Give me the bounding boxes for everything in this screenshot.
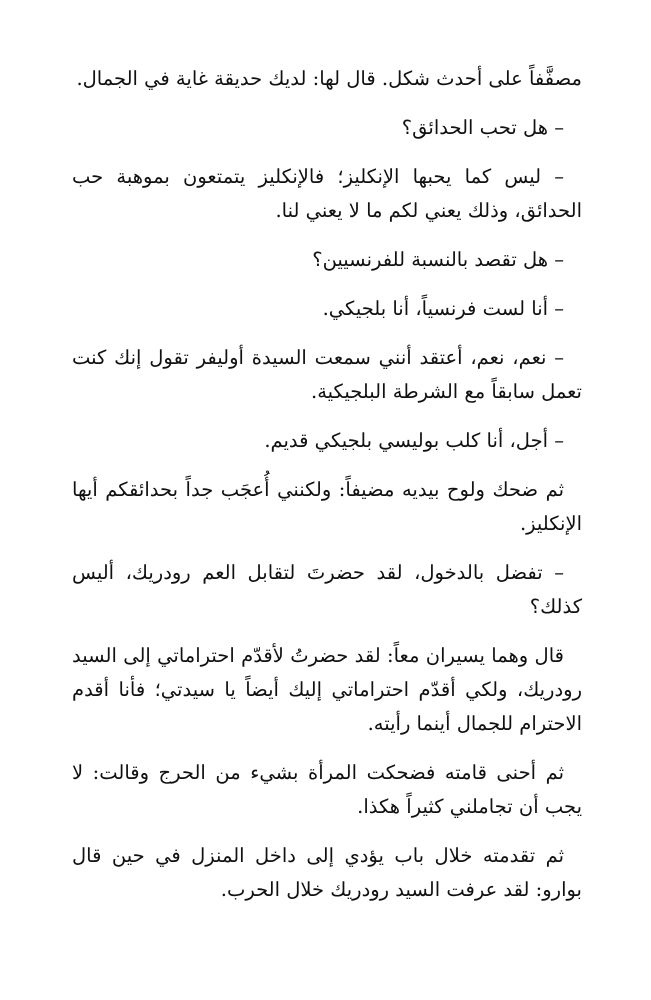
paragraph-9: – تفضل بالدخول، لقد حضرتَ لتقابل العم رودريك، أليس كذلك؟ [72,561,582,618]
paragraph-11: ثم أحنى قامته فضحكت المرأة بشيء من الحرج وقالت: لا يجب أن تجاملني كثيراً هكذا. [72,761,582,818]
paragraph-5: – أنا لست فرنسياً، أنا بلجيكي. [322,297,564,320]
paragraph-8: ثم ضحك ولوح بيديه مضيفاً: ولكنني أُعجَب جداً بحدائقكم أيها الإنكليز. [72,478,582,535]
paragraph-2: – هل تحب الحدائق؟ [401,116,564,139]
paragraph-4: – هل تقصد بالنسبة للفرنسيين؟ [312,248,564,271]
paragraph-6: – نعم، نعم، أعتقد أنني سمعت السيدة أوليفر تقول إنك كنت تعمل سابقاً مع الشرطة البلجيكية. [72,346,582,403]
paragraph-10: قال وهما يسيران معاً: لقد حضرتُ لأقدّم احتراماتي إلى السيد رودريك، ولكي أقدّم احتراماتي إليك أيضاً يا سيدتي؛ فأنا أقدم الاحترام للجمال أينما رأيته. [72,644,582,735]
paragraph-3: – ليس كما يحبها الإنكليز؛ فالإنكليز يتمتعون بموهبة حب الحدائق، وذلك يعني لكم ما لا يعني لنا. [72,165,582,222]
paragraph-7: – أجل، أنا كلب بوليسي بلجيكي قديم. [264,429,564,452]
book-page-text [72,62,582,922]
paragraph-12: ثم تقدمته خلال باب يؤدي إلى داخل المنزل في حين قال بوارو: لقد عرفت السيد رودريك خلال الحرب. [72,844,582,901]
paragraph-1: مصفَّفاً على أحدث شكل. قال لها: لديك حديقة غاية في الجمال. [76,67,582,90]
